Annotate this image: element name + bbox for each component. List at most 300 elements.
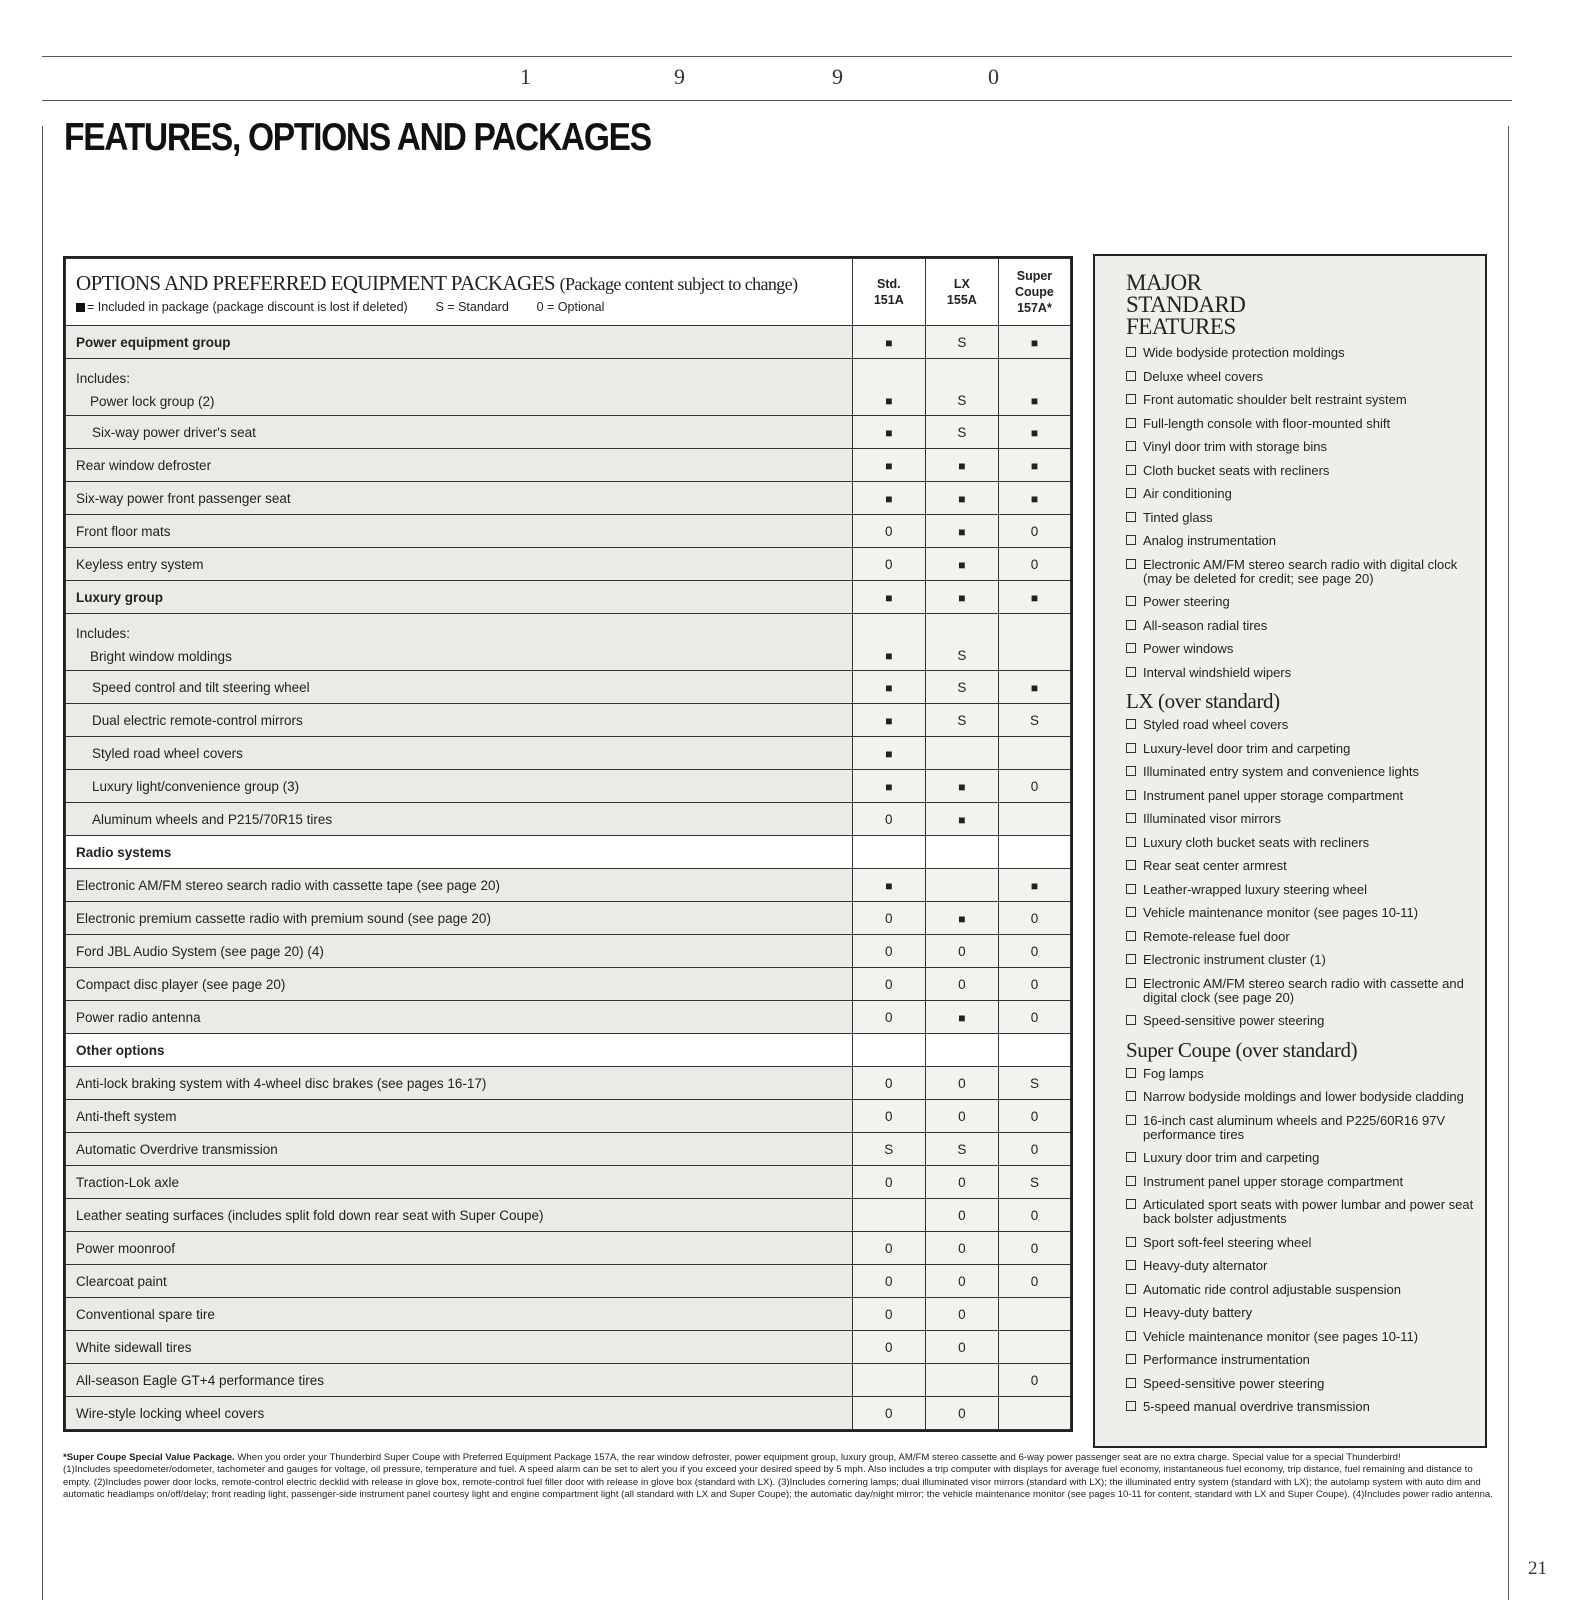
special-value-note: [63, 1452, 1493, 1464]
row-value-cell: [925, 326, 998, 359]
checkbox-square-icon: [1126, 719, 1136, 729]
column-header-lx: [925, 259, 998, 326]
year-digit: 9: [674, 64, 685, 89]
table-row: [66, 1133, 1071, 1166]
row-value: 0: [885, 1174, 893, 1190]
feature-item: [1126, 718, 1485, 732]
checkbox-square-icon: [1126, 512, 1136, 522]
feature-text: 16-inch cast aluminum wheels and P225/60R16 97V performance tires: [1143, 1112, 1446, 1142]
row-value: 0: [958, 1273, 966, 1289]
row-label: White sidewall tires: [76, 1339, 192, 1355]
row-value-cell: [925, 869, 998, 902]
row-value-cell: [998, 449, 1070, 482]
row-value-cell: [852, 359, 925, 416]
row-value-cell: [852, 704, 925, 737]
checkbox-square-icon: [1126, 620, 1136, 630]
feature-text: Luxury-level door trim and carpeting: [1143, 740, 1351, 756]
row-value: 0: [885, 811, 893, 827]
row-value-cell: [852, 1397, 925, 1430]
feature-item: [1126, 1236, 1485, 1250]
row-value: 0: [958, 1306, 966, 1322]
row-label-cell: [66, 902, 853, 935]
super-coupe-features-list: [1095, 1067, 1485, 1415]
page-number: 21: [1528, 1558, 1547, 1579]
row-value-cell: [998, 1265, 1070, 1298]
included-value: ■: [958, 524, 966, 539]
row-value: S: [1029, 1075, 1039, 1091]
row-value-cell: [852, 1364, 925, 1397]
section-row: [66, 1034, 1071, 1067]
row-label: Speed control and tilt steering wheel: [92, 679, 310, 695]
feature-text: Articulated sport seats with power lumbar and power seat back bolster adjustments: [1143, 1197, 1474, 1226]
checkbox-square-icon: [1126, 790, 1136, 800]
section-row: [66, 836, 1071, 869]
row-value-cell: [925, 515, 998, 548]
included-value: ■: [958, 557, 966, 572]
included-value: ■: [1030, 394, 1039, 408]
row-value: 0: [958, 1207, 966, 1223]
row-value-cell: [925, 581, 998, 614]
row-label: Conventional spare tire: [76, 1306, 215, 1322]
row-label-cell: [66, 1331, 853, 1364]
row-value-cell: [925, 770, 998, 803]
table-row: [66, 359, 1071, 416]
table-row: [66, 704, 1071, 737]
included-value: ■: [1030, 878, 1039, 893]
feature-text: Electronic instrument cluster (1): [1143, 952, 1326, 967]
feature-text: Speed-sensitive power steering: [1143, 1013, 1325, 1028]
row-value-cell: [925, 1364, 998, 1397]
feature-item: [1126, 859, 1485, 873]
row-label: Automatic Overdrive transmission: [76, 1141, 278, 1157]
feature-text: Leather-wrapped luxury steering wheel: [1143, 881, 1368, 897]
row-value-cell: [925, 1100, 998, 1133]
feature-text: Styled road wheel covers: [1143, 717, 1289, 732]
feature-item: [1126, 534, 1485, 548]
row-label-cell: [66, 869, 853, 902]
row-label-cell: [66, 671, 853, 704]
row-value: 0: [958, 1174, 966, 1190]
checkbox-square-icon: [1126, 766, 1136, 776]
row-value-cell: [925, 359, 998, 416]
year-digit: 0: [988, 64, 999, 89]
row-label: Keyless entry system: [76, 556, 204, 572]
row-value-cell: [925, 803, 998, 836]
feature-text: Automatic ride control adjustable suspension: [1143, 1281, 1401, 1297]
feature-item: [1126, 1067, 1485, 1081]
row-label-cell: [66, 482, 853, 515]
row-value: 0: [885, 1339, 893, 1355]
row-value-cell: [998, 1364, 1070, 1397]
row-label: Anti-theft system: [76, 1108, 177, 1124]
row-value: 0: [958, 1075, 966, 1091]
row-value-cell: [852, 968, 925, 1001]
row-value-cell: [852, 1265, 925, 1298]
row-label: Radio systems: [76, 844, 172, 860]
row-value-cell: [998, 614, 1070, 671]
row-label: Electronic premium cassette radio with premium sound (see page 20): [76, 910, 491, 926]
included-value: ■: [1030, 491, 1039, 506]
included-square-icon: [76, 303, 85, 312]
checkbox-square-icon: [1126, 1401, 1136, 1411]
feature-text: Narrow bodyside moldings and lower bodyside cladding: [1143, 1089, 1464, 1104]
table-row: [66, 515, 1071, 548]
row-label-cell: [66, 1067, 853, 1100]
column-header-line: LX: [953, 277, 970, 291]
row-value-cell: [998, 1100, 1070, 1133]
row-label-cell: [66, 1265, 853, 1298]
checkbox-square-icon: [1126, 1152, 1136, 1162]
row-value-cell: [925, 968, 998, 1001]
row-label: Power lock group (2): [90, 394, 215, 409]
table-row: [66, 935, 1071, 968]
row-value: 0: [1030, 910, 1039, 926]
row-value-cell: [852, 614, 925, 671]
super-coupe-heading: Super Coupe (over standard): [1126, 1037, 1358, 1062]
feature-text: Performance instrumentation: [1143, 1352, 1310, 1367]
feature-item: [1126, 1283, 1485, 1297]
row-value-cell: [925, 1199, 998, 1232]
row-value-cell: [852, 416, 925, 449]
row-value-cell: [925, 548, 998, 581]
row-value: S: [884, 1141, 894, 1157]
included-value: ■: [958, 590, 966, 605]
table-row: [66, 1364, 1071, 1397]
column-header-line: 157A*: [1017, 301, 1052, 315]
row-value: 0: [1030, 1108, 1039, 1124]
row-value-cell: [852, 1166, 925, 1199]
row-value-cell: [852, 548, 925, 581]
checkbox-square-icon: [1126, 837, 1136, 847]
checkbox-square-icon: [1126, 667, 1136, 677]
included-value: ■: [1030, 458, 1039, 473]
row-value: 0: [885, 1306, 893, 1322]
column-header-line: Super: [1016, 269, 1053, 283]
table-row: [66, 449, 1071, 482]
includes-label: Includes:: [76, 626, 131, 641]
row-label: Anti-lock braking system with 4-wheel disc brakes (see pages 16-17): [76, 1075, 487, 1091]
feature-text: Illuminated entry system and convenience lights: [1143, 764, 1420, 779]
checkbox-square-icon: [1126, 907, 1136, 917]
included-value: ■: [1030, 425, 1039, 440]
included-value: ■: [885, 425, 893, 440]
checkbox-square-icon: [1126, 1237, 1136, 1247]
row-value-cell: [852, 1034, 925, 1067]
row-label: Leather seating surfaces (includes split fold down rear seat with Super Coupe): [76, 1207, 544, 1223]
feature-item: [1126, 511, 1485, 525]
table-row: [66, 869, 1071, 902]
row-value-cell: [925, 1133, 998, 1166]
column-header-line: 155A: [946, 293, 977, 307]
feature-item: [1126, 558, 1485, 586]
row-label-cell: [66, 737, 853, 770]
legend-optional: 0 = Optional: [536, 299, 605, 314]
row-value-cell: [925, 416, 998, 449]
row-value: 0: [1030, 976, 1039, 992]
feature-text: Tinted glass: [1143, 509, 1213, 525]
included-value: ■: [885, 779, 893, 794]
checkbox-square-icon: [1126, 860, 1136, 870]
feature-item: [1126, 346, 1485, 360]
feature-item: [1126, 930, 1485, 944]
feature-item: [1126, 977, 1485, 1005]
row-label: Electronic AM/FM stereo search radio with cassette tape (see page 20): [76, 877, 500, 893]
feature-text: Vehicle maintenance monitor (see pages 10-11): [1143, 1328, 1419, 1344]
row-value: 0: [958, 1240, 966, 1256]
page-title: FEATURES, OPTIONS AND PACKAGES: [64, 116, 651, 159]
row-label-cell: [66, 836, 853, 869]
major-standard-features-heading: MAJOR STANDARD FEATURES: [1126, 270, 1246, 339]
row-label: Compact disc player (see page 20): [76, 976, 286, 992]
checkbox-square-icon: [1126, 954, 1136, 964]
row-value-cell: [852, 581, 925, 614]
feature-item: [1126, 836, 1485, 850]
feature-text: Air conditioning: [1143, 486, 1232, 501]
table-row: [66, 581, 1071, 614]
table-row: [66, 1166, 1071, 1199]
row-label-cell: [66, 1034, 853, 1067]
row-value-cell: [852, 770, 925, 803]
row-value: S: [957, 334, 967, 350]
feature-item: [1126, 464, 1485, 478]
row-label-cell: [66, 614, 853, 671]
row-value-cell: [998, 1166, 1070, 1199]
checkbox-square-icon: [1126, 535, 1136, 545]
year-digit: 1: [520, 64, 531, 89]
row-label: Six-way power front passenger seat: [76, 490, 291, 506]
checkbox-square-icon: [1126, 1068, 1136, 1078]
row-value: 0: [885, 556, 893, 572]
table-row: [66, 770, 1071, 803]
row-value-cell: [998, 770, 1070, 803]
feature-item: [1126, 370, 1485, 384]
feature-item: [1126, 742, 1485, 756]
row-value-cell: [925, 836, 998, 869]
row-value-cell: [998, 1232, 1070, 1265]
included-value: ■: [885, 458, 893, 473]
year-banner: [42, 64, 1512, 94]
feature-item: [1126, 595, 1485, 609]
feature-item: [1126, 1330, 1485, 1344]
row-label: Traction-Lok axle: [76, 1174, 180, 1190]
row-value-cell: [998, 1001, 1070, 1034]
table-row: [66, 968, 1071, 1001]
feature-item: [1126, 487, 1485, 501]
table-row: [66, 1265, 1071, 1298]
options-heading-text: OPTIONS AND PREFERRED EQUIPMENT PACKAGES: [76, 270, 555, 295]
row-label: Styled road wheel covers: [92, 745, 243, 761]
row-value-cell: [852, 449, 925, 482]
feature-text: Heavy-duty battery: [1143, 1305, 1253, 1320]
feature-text: 5-speed manual overdrive transmission: [1143, 1399, 1370, 1414]
row-value-cell: [998, 548, 1070, 581]
row-value: S: [957, 679, 967, 695]
year-digit: 9: [832, 64, 843, 89]
row-label: Six-way power driver's seat: [92, 424, 256, 440]
row-value: 0: [885, 1108, 893, 1124]
feature-item: [1126, 953, 1485, 967]
included-value: ■: [885, 394, 893, 408]
options-heading-note: (Package content subject to change): [559, 273, 798, 294]
feature-item: [1126, 1151, 1485, 1165]
row-value-cell: [998, 416, 1070, 449]
row-label: Power radio antenna: [76, 1009, 201, 1025]
feature-text: Remote-release fuel door: [1143, 928, 1290, 944]
included-value: ■: [885, 746, 893, 761]
row-value-cell: [925, 935, 998, 968]
table-row: [66, 1397, 1071, 1430]
row-value: 0: [1030, 556, 1039, 572]
row-value: 0: [958, 1339, 966, 1355]
included-value: ■: [958, 1010, 966, 1025]
row-value: 0: [958, 976, 966, 992]
row-label: Front floor mats: [76, 523, 171, 539]
checkbox-square-icon: [1126, 643, 1136, 653]
row-value-cell: [925, 1331, 998, 1364]
row-value: S: [1029, 1174, 1039, 1190]
special-value-text: When you order your Thunderbird Super Coupe with Preferred Equipment Package 157A, the rear window defroster, power equipment group, luxury group, AM/FM stereo cassette and 6-way power passenger seat are no extra charge. Special value for a special Thunderbird!: [237, 1452, 1401, 1463]
table-row: [66, 1298, 1071, 1331]
feature-item: [1126, 642, 1485, 656]
checkbox-square-icon: [1126, 1260, 1136, 1270]
feature-item: [1126, 1377, 1485, 1391]
included-value: ■: [885, 649, 893, 663]
major-features-list: [1095, 346, 1485, 680]
row-value: 0: [885, 1273, 893, 1289]
feature-item: [1126, 1090, 1485, 1104]
row-value-cell: [852, 482, 925, 515]
row-value: 0: [1030, 1141, 1039, 1157]
row-label: Rear window defroster: [76, 457, 212, 473]
included-value: ■: [885, 590, 893, 605]
feature-text: Speed-sensitive power steering: [1143, 1375, 1325, 1391]
feature-item: [1126, 812, 1485, 826]
row-value-cell: [925, 449, 998, 482]
feature-text: Instrument panel upper storage compartment: [1143, 787, 1404, 803]
year-rule: [42, 100, 1512, 101]
feature-text: Fog lamps: [1143, 1065, 1204, 1081]
included-value: ■: [885, 335, 893, 350]
feature-text: Power windows: [1143, 641, 1234, 656]
column-header-std: [852, 259, 925, 326]
feature-text: Illuminated visor mirrors: [1143, 811, 1281, 826]
table-row: [66, 803, 1071, 836]
legend-included: = Included in package (package discount is lost if deleted): [87, 299, 408, 314]
table-row: [66, 416, 1071, 449]
row-value-cell: [852, 1100, 925, 1133]
options-legend: [76, 300, 852, 314]
row-value-cell: [925, 671, 998, 704]
feature-text: Sport soft-feel steering wheel: [1143, 1234, 1312, 1250]
feature-text: Deluxe wheel covers: [1143, 368, 1263, 384]
row-value-cell: [998, 737, 1070, 770]
feature-text: Full-length console with floor-mounted shift: [1143, 415, 1391, 431]
row-label-cell: [66, 968, 853, 1001]
row-label: Luxury light/convenience group (3): [92, 778, 300, 794]
feature-text: Luxury door trim and carpeting: [1143, 1150, 1320, 1165]
includes-label: Includes:: [76, 371, 131, 386]
row-value: 0: [1030, 943, 1039, 959]
table-row: [66, 902, 1071, 935]
row-value-cell: [925, 902, 998, 935]
row-value: 0: [1030, 1240, 1039, 1256]
row-value-cell: [925, 1001, 998, 1034]
row-value-cell: [998, 1298, 1070, 1331]
row-value-cell: [998, 869, 1070, 902]
row-label-cell: [66, 935, 853, 968]
table-row: [66, 1100, 1071, 1133]
included-value: ■: [885, 713, 893, 728]
checkbox-square-icon: [1126, 1378, 1136, 1388]
special-value-title: *Super Coupe Special Value Package.: [63, 1452, 235, 1463]
row-value-cell: [998, 581, 1070, 614]
row-value-cell: [852, 1067, 925, 1100]
row-label-cell: [66, 1298, 853, 1331]
row-label-cell: [66, 449, 853, 482]
row-value: S: [957, 712, 967, 728]
feature-item: [1126, 1353, 1485, 1367]
feature-text: Power steering: [1143, 594, 1230, 609]
lx-heading: LX (over standard): [1126, 689, 1280, 713]
row-value-cell: [852, 1331, 925, 1364]
row-value-cell: [852, 869, 925, 902]
row-label-cell: [66, 1001, 853, 1034]
included-value: ■: [885, 491, 893, 506]
row-value-cell: [925, 704, 998, 737]
row-label: Power moonroof: [76, 1240, 176, 1256]
row-value: 0: [885, 976, 893, 992]
feature-text: Vehicle maintenance monitor (see pages 10-11): [1143, 905, 1419, 920]
feature-text: Luxury cloth bucket seats with recliners: [1143, 834, 1370, 850]
top-rule: [42, 56, 1512, 57]
row-label: Ford JBL Audio System (see page 20) (4): [76, 943, 324, 959]
table-row: [66, 737, 1071, 770]
checkbox-square-icon: [1126, 1115, 1136, 1125]
row-label-cell: [66, 359, 853, 416]
table-row: [66, 1331, 1071, 1364]
lx-features-list: [1095, 718, 1485, 1028]
checkbox-square-icon: [1126, 978, 1136, 988]
row-value-cell: [852, 935, 925, 968]
feature-text: Heavy-duty alternator: [1143, 1258, 1268, 1273]
row-value: S: [957, 1141, 967, 1157]
row-value-cell: [925, 482, 998, 515]
feature-item: [1126, 1114, 1485, 1142]
legend-standard: S = Standard: [435, 299, 509, 314]
row-value-cell: [998, 1034, 1070, 1067]
included-value: ■: [958, 458, 966, 473]
included-value: ■: [1030, 590, 1039, 605]
row-value: 0: [885, 1075, 893, 1091]
row-label-cell: [66, 1232, 853, 1265]
row-value-cell: [998, 1133, 1070, 1166]
row-label-cell: [66, 548, 853, 581]
checkbox-square-icon: [1126, 1307, 1136, 1317]
row-value-cell: [998, 935, 1070, 968]
table-row: [66, 1232, 1071, 1265]
row-value-cell: [998, 1397, 1070, 1430]
feature-text: Analog instrumentation: [1143, 533, 1276, 548]
row-value-cell: [998, 671, 1070, 704]
row-value-cell: [852, 836, 925, 869]
table-row: [66, 482, 1071, 515]
included-value: ■: [958, 812, 966, 827]
feature-item: [1126, 1400, 1485, 1414]
row-label-cell: [66, 515, 853, 548]
row-label-cell: [66, 770, 853, 803]
row-value-cell: [852, 326, 925, 359]
column-header-line: 151A: [873, 293, 904, 307]
